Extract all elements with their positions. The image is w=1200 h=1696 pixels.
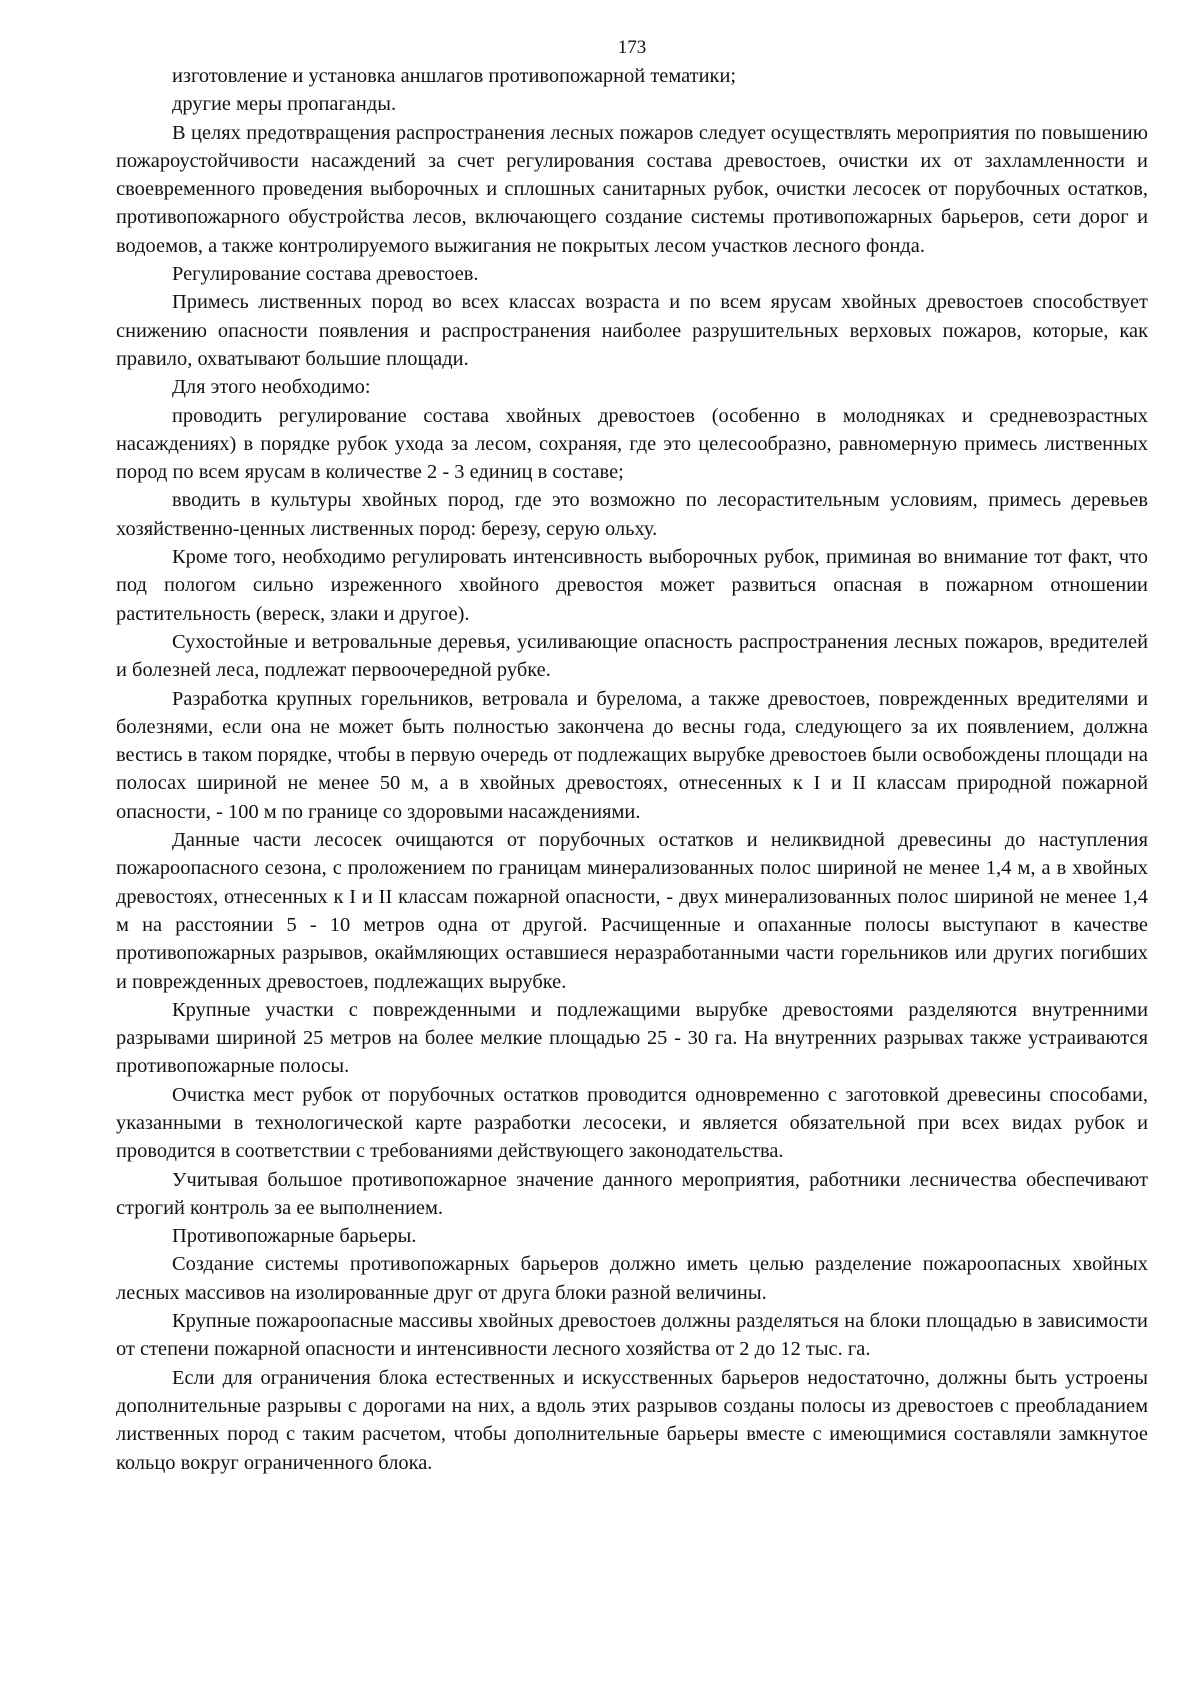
paragraph-item: Для этого необходимо:	[172, 376, 371, 399]
paragraph-item: Данные части лесосек очищаются от порубочных остатков и неликвидной древесины до наступления пожароопасного сезона, с проложением по границам минерализованных полос шириной не менее 1,4 м, а в хвойных древостоях, отнесенных к I и II классам пожарной опасности, - двух минерализованных полос шириной не менее 1,4 м на расстоянии 5 - 10 метров одна от другой. Расчищенные и опаханные полосы выступают в качестве противопожарных разрывов, окаймляющих оставшиеся неразработанными части горельников или других погибших и поврежденных древостоев, подлежащих вырубке.	[116, 829, 1148, 993]
paragraph-item: Разработка крупных горельников, ветровала и бурелома, а также древостоев, поврежденных вредителями и болезнями, если она не может быть полностью закончена до весны года, следующего за их появлением, должна вестись в таком порядке, чтобы в первую очередь от подлежащих вырубке древостоев были освобождены площади на полосах шириной не менее 50 м, а в хвойных древостоях, отнесенных к I и II классам природной пожарной опасности, - 100 м по границе со здоровыми насаждениями.	[116, 687, 1148, 823]
paragraph-item: другие меры пропаганды.	[172, 93, 397, 116]
paragraph-item: Кроме того, необходимо регулировать интенсивность выборочных рубок, приминая во внимание тот факт, что под пологом сильно изреженного хвойного древостоя может развиться опасная в пожарном отношении растительность (вереск, злаки и другое).	[116, 546, 1148, 625]
paragraph-item: Очистка мест рубок от порубочных остатков проводится одновременно с заготовкой древесины способами, указанными в технологической карте разработки лесосеки, и является обязательной при всех видах рубок и проводится в соответствии с требованиями действующего законодательства.	[116, 1083, 1148, 1163]
document-page	[116, 36, 1148, 1477]
paragraph-item: Крупные пожароопасные массивы хвойных древостоев должны разделяться на блоки площадью в зависимости от степени пожарной опасности и интенсивности лесного хозяйства от 2 до 12 тыс. га.	[116, 1310, 1148, 1361]
paragraph-item: В целях предотвращения распространения лесных пожаров следует осуществлять мероприятия по повышению пожароустойчивости насаждений за счет регулирования состава древостоев, очистки их от захламленности и своевременного проведения выборочных и сплошных санитарных рубок, очистки лесосек от порубочных остатков, противопожарного обустройства лесов, включающего создание системы противопожарных барьеров, сети дорог и водоемов, а также контролируемого выжигания не покрытых лесом участков лесного фонда.	[116, 121, 1148, 257]
page-number: 173	[617, 37, 647, 58]
paragraph-item: Сухостойные и ветровальные деревья, усиливающие опасность распространения лесных пожаров, вредителей и болезней леса, подлежат первоочередной рубке.	[116, 630, 1148, 682]
section-heading: Противопожарные барьеры.	[172, 1225, 417, 1248]
paragraph-item: Крупные участки с поврежденными и подлежащими вырубке древостоями разделяются внутренними разрывами шириной 25 метров на более мелкие площадью 25 - 30 га. На внутренних разрывах также устраиваются противопожарные полосы.	[116, 998, 1148, 1078]
section-heading: Регулирование состава древостоев.	[172, 263, 479, 286]
list-item: вводить в культуры хвойных пород, где это возможно по лесорастительным условиям, примесь деревьев хозяйственно-ценных лиственных пород: березу, серую ольху.	[116, 489, 1148, 540]
paragraph-item: Создание системы противопожарных барьеров должно иметь целью разделение пожароопасных хвойных лесных массивов на изолированные друг от друга блоки разной величины.	[116, 1253, 1148, 1304]
list-item: проводить регулирование состава хвойных древостоев (особенно в молодняках и средневозрастных насаждениях) в порядке рубок ухода за лесом, сохраняя, где это целесообразно, равномерную примесь лиственных пород по всем ярусам в количестве 2 - 3 единиц в составе;	[116, 404, 1148, 484]
paragraph-item: Если для ограничения блока естественных и искусственных барьеров недостаточно, должны быть устроены дополнительные разрывы с дорогами на них, а вдоль этих разрывов созданы полосы из древостоев с преобладанием лиственных пород с таким расчетом, чтобы дополнительные барьеры вместе с имеющимися составляли замкнутое кольцо вокруг ограниченного блока.	[116, 1366, 1148, 1474]
paragraph-item: Учитывая большое противопожарное значение данного мероприятия, работники лесничества обеспечивают строгий контроль за ее выполнением.	[116, 1168, 1148, 1219]
paragraph-item: Примесь лиственных пород во всех классах возраста и по всем ярусам хвойных древостоев способствует снижению опасности появления и распространения наиболее разрушительных верховых пожаров, которые, как правило, охватывают большие площади.	[116, 291, 1148, 370]
paragraph-item: изготовление и установка аншлагов противопожарной тематики;	[172, 65, 737, 87]
